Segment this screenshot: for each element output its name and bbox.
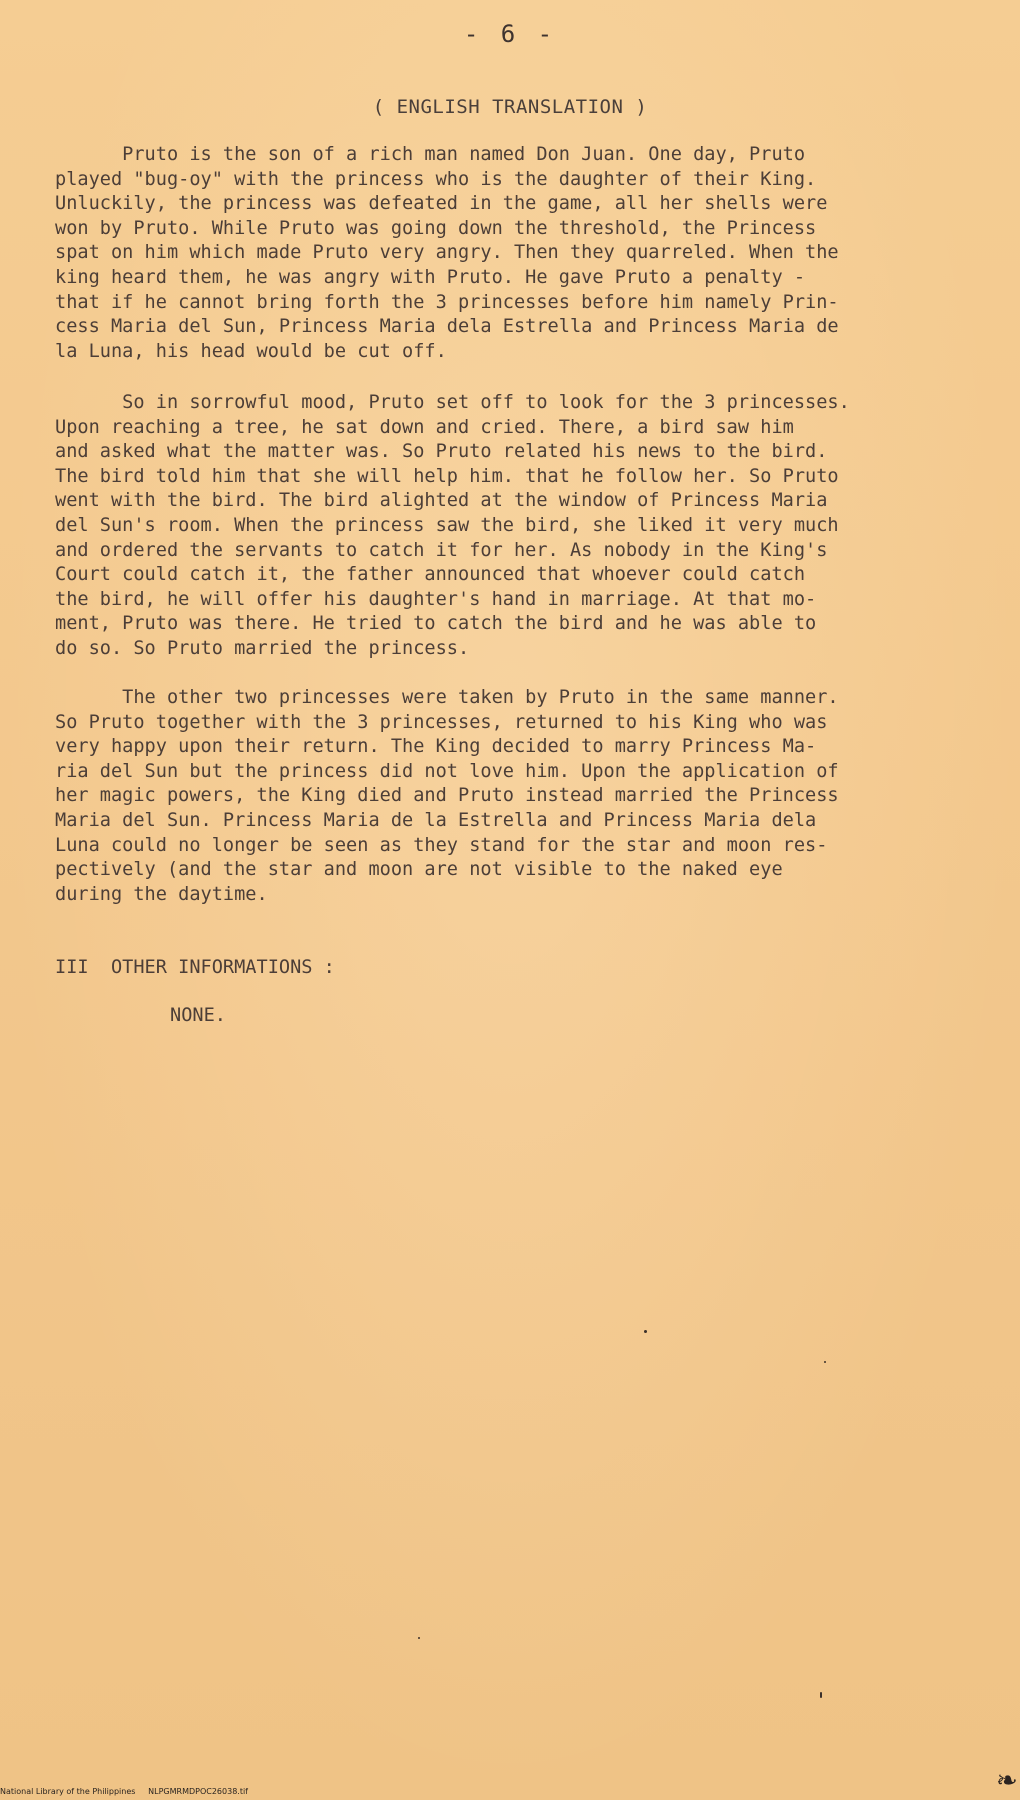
section-heading-other-informations: III OTHER INFORMATIONS : [55, 957, 335, 978]
ink-speck [418, 1637, 420, 1639]
archive-footer: National Library of the Philippines NLPGMRMDPOC26038.tif [0, 1787, 248, 1796]
paragraph-1: Pruto is the son of a rich man named Don Juan. One day, Pruto played "bug-oy" with the princess who is the daughter of their King. Unluckily, the princess was defeated in the game, all her shells were won by Pruto. While Pruto was going down the threshold, the Princess spat on him which made Pruto very angry. Then they quarreled. When the king heard them, he was angry with Pruto. He gave Pruto a penalty - that if he cannot bring forth the 3 princesses before him namely Prin- cess Maria del Sun, Princess Maria dela Estrella and Princess Maria de la Luna, his head would be cut off. [55, 144, 839, 362]
translation-heading: ( ENGLISH TRANSLATION ) [372, 96, 648, 118]
ink-speck [644, 1330, 647, 1333]
section-value: NONE. [170, 1005, 226, 1026]
ink-speck [820, 1692, 822, 1698]
page-number: - 6 - [463, 20, 557, 48]
paragraph-2: So in sorrowful mood, Pruto set off to look for the 3 princesses. Upon reaching a tree, he sat down and cried. There, a bird saw him and asked what the matter was. So Pruto related his news to the bird. The bird told him that she will help him. that he follow her. So Pruto went with the bird. The bird alighted at the window of Princess Maria del Sun's room. When the princess saw the bird, she liked it very much and ordered the servants to catch it for her. As nobody in the King's Court could catch it, the father announced that whoever could catch the bird, he will offer his daughter's hand in marriage. At that mo- ment, Pruto was there. He tried to catch the bird and he was able to do so. So Pruto married the princess. [55, 392, 850, 659]
ink-speck [824, 1361, 826, 1363]
corner-handwritten-mark-icon: ❧ [996, 1766, 1018, 1796]
paragraph-3: The other two princesses were taken by Pruto in the same manner. So Pruto together with the 3 princesses, returned to his King who was very happy upon their return. The King decided to marry Princess Ma- ria del Sun but the princess did not love him. Upon the application of her magic powers, the King died and Pruto instead married the Princess Maria del Sun. Princess Maria de la Estrella and Princess Maria dela Luna could no longer be seen as they stand for the star and moon res- pectively (and the star and moon are not visible to the naked eye during the daytime. [55, 687, 839, 905]
